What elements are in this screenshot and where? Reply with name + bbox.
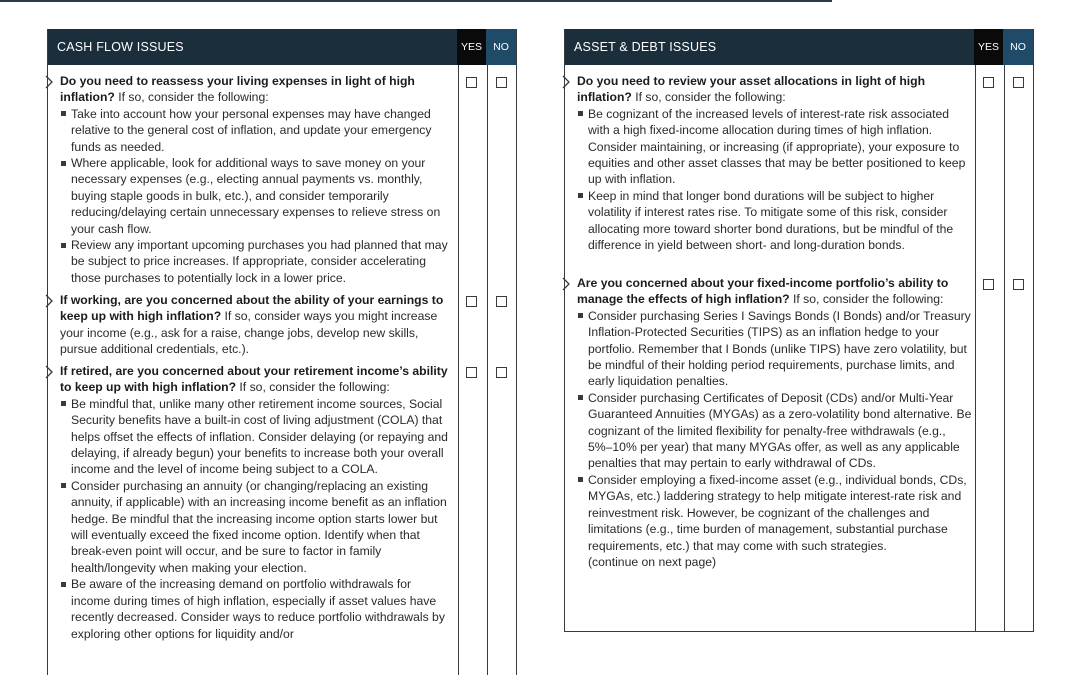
- no-checkbox[interactable]: [496, 296, 507, 307]
- no-column-header: NO: [486, 29, 516, 65]
- column-divider: [487, 65, 488, 675]
- asset-debt-issues-table: [564, 29, 1034, 632]
- chevron-right-icon: [45, 294, 54, 308]
- section-title: ASSET & DEBT ISSUES: [574, 40, 717, 54]
- bullet-item: Keep in mind that longer bond durations will be subject to higher volatility if interest rates rise. To mitigate some of this risk, consider allocating more toward shorter bond durations, but be mindful of the difference in yield between short- and long-duration bonds.: [577, 188, 973, 254]
- top-rule: [0, 0, 832, 2]
- yes-checkbox[interactable]: [983, 279, 994, 290]
- bullet-list: [60, 106, 456, 286]
- section-title: CASH FLOW ISSUES: [57, 40, 184, 54]
- yes-checkbox[interactable]: [466, 77, 477, 88]
- bullet-item: Where applicable, look for additional ways to save money on your necessary expenses (e.g., electing annual payments vs. monthly, buying staple goods in bulk, etc.), and consider temporarily reducing/delaying certain unnecessary expenses to relieve stress on your cash flow.: [60, 155, 456, 237]
- cash-flow-issues-table: [47, 29, 517, 675]
- question-text: [60, 363, 452, 642]
- bullet-item: Take into account how your personal expenses may have changed relative to the general cost of inflation, and update your emergency funds as needed.: [60, 106, 456, 155]
- bullet-list: [577, 308, 973, 554]
- question-intro: If so, consider ways you might increase your income (e.g., ask for a raise, change jobs, develop new skills, pursue additional credentials, etc.).: [60, 309, 438, 357]
- no-checkbox[interactable]: [496, 367, 507, 378]
- question-intro: If so, consider the following:: [789, 292, 944, 307]
- chevron-right-icon: [562, 75, 571, 89]
- bullet-item: Consider purchasing Series I Savings Bonds (I Bonds) and/or Treasury Inflation-Protected Securities (TIPS) as an inflation hedge to your portfolio. Remember that I Bonds (unlike TIPS) have zero volatility, but be mindful of their holding period requirements, purchase limits, and early liquidation penalties.: [577, 308, 973, 390]
- table-header: [48, 29, 516, 65]
- bullet-item: Be aware of the increasing demand on portfolio withdrawals for income during times of high inflation, especially if asset values have recently decreased. Consider ways to reduce portfolio withdrawals by exploring other options for liquidity and/or: [60, 576, 452, 642]
- question-text: [577, 275, 973, 570]
- yes-column-header: YES: [974, 29, 1003, 65]
- bullet-item: Be mindful that, unlike many other retirement income sources, Social Security benefits have a built-in cost of living adjustment (COLA) that helps offset the effects of inflation. Consider delaying (or repaying and delaying, if already begun) your benefits to increase both your overall income and the level of income being subject to a COLA.: [60, 396, 452, 478]
- question-intro: If so, consider the following:: [236, 380, 390, 395]
- bullet-list: [577, 106, 973, 254]
- no-checkbox[interactable]: [1013, 77, 1024, 88]
- no-checkbox[interactable]: [496, 77, 507, 88]
- question-heading: Do you need to reassess your living expenses in light of high inflation?: [60, 74, 415, 105]
- bullet-item: Consider purchasing an annuity (or changing/replacing an existing annuity, if applicable) with an increasing income benefit as an inflation hedge. Be mindful that the increasing income option starts lower but will eventually exceed the fixed income option. Identify when that break-even point will occur, and be sure to factor in family health/longevity when making your election.: [60, 478, 452, 576]
- question-heading: Are you concerned about your fixed-income portfolio’s ability to manage the effects of high inflation?: [577, 276, 949, 307]
- bullet-item: Consider employing a fixed-income asset (e.g., individual bonds, CDs, MYGAs, etc.) laddering strategy to help mitigate interest-rate risk and reinvestment risk. However, be cognizant of the challenges and limitations (e.g., time burden of management, substantial purchase requirements, etc.) that may come with such strategies.: [577, 472, 973, 554]
- bullet-list: [60, 396, 452, 642]
- chevron-right-icon: [45, 365, 54, 379]
- yes-column-header: YES: [457, 29, 486, 65]
- question-text: [577, 73, 973, 253]
- question-heading: Do you need to review your asset allocations in light of high inflation?: [577, 74, 926, 105]
- bullet-item: Review any important upcoming purchases you had planned that may be subject to price increases. If appropriate, consider accelerating those purchases to potentially lock in a lower price.: [60, 237, 456, 286]
- yes-checkbox[interactable]: [466, 367, 477, 378]
- bullet-item: Be cognizant of the increased levels of interest-rate risk associated with a high fixed-income allocation during times of high inflation. Consider maintaining, or increasing (if appropriate), your exposure to equities and other asset classes that may be better positioned to keep up with inflation.: [577, 106, 973, 188]
- question-text: [60, 292, 456, 358]
- chevron-right-icon: [562, 277, 571, 291]
- question-intro: If so, consider the following:: [631, 90, 786, 105]
- no-checkbox[interactable]: [1013, 279, 1024, 290]
- table-header: [565, 29, 1033, 65]
- continue-note: (continue on next page): [588, 554, 717, 569]
- column-divider: [458, 65, 459, 675]
- question-heading: If retired, are you concerned about your retirement income’s ability to keep up with high inflation?: [60, 364, 448, 395]
- column-divider: [975, 65, 976, 631]
- chevron-right-icon: [45, 75, 54, 89]
- column-divider: [1004, 65, 1005, 631]
- bullet-item: Consider purchasing Certificates of Deposit (CDs) and/or Multi-Year Guaranteed Annuities (MYGAs) as a zero-volatility bond alternative. Be cognizant of the limited flexibility for penalty-free withdrawals (e.g., 5%–10% per year) that many MYGAs offer, as well as any applicable penalties that may pertain to early withdrawal of CDs.: [577, 390, 973, 472]
- question-text: [60, 73, 456, 286]
- yes-checkbox[interactable]: [983, 77, 994, 88]
- yes-checkbox[interactable]: [466, 296, 477, 307]
- question-intro: If so, consider the following:: [114, 90, 269, 105]
- question-heading: If working, are you concerned about the ability of your earnings to keep up with high inflation?: [60, 293, 444, 324]
- no-column-header: NO: [1003, 29, 1033, 65]
